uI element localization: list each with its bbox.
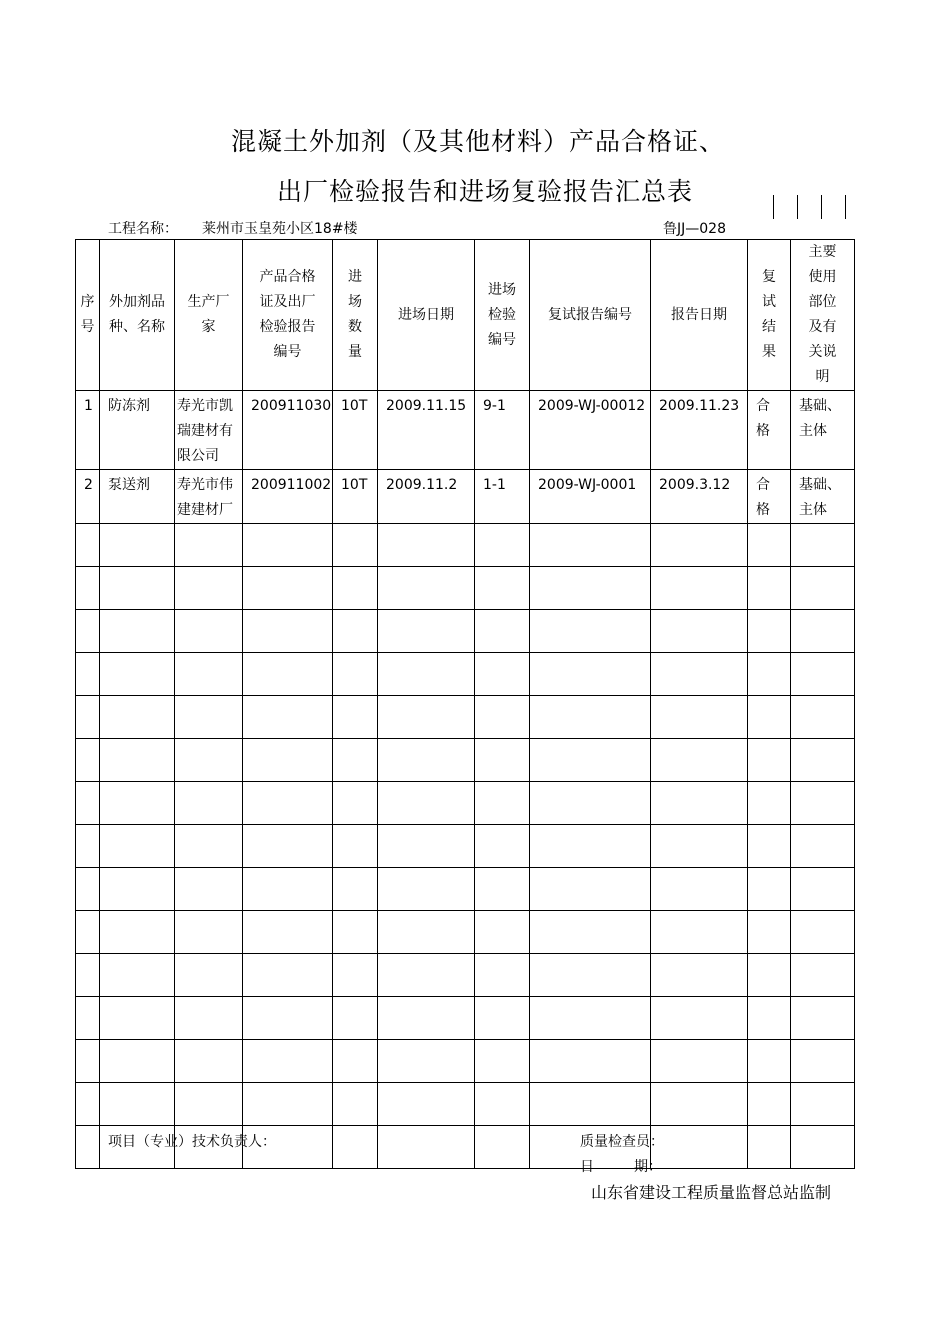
empty-cell[interactable] (651, 653, 748, 696)
empty-cell[interactable] (76, 1083, 100, 1126)
empty-cell[interactable] (791, 825, 855, 868)
empty-cell[interactable] (748, 653, 791, 696)
serial-box[interactable] (797, 195, 821, 219)
empty-cell[interactable] (748, 610, 791, 653)
cell-manufacturer[interactable]: 寿光市伟建建材厂 (175, 470, 243, 524)
cell-admixture-name[interactable]: 泵送剂 (100, 470, 175, 524)
empty-cell[interactable] (791, 610, 855, 653)
cell-seq[interactable]: 1 (76, 391, 100, 470)
empty-cell[interactable] (651, 1126, 748, 1169)
empty-cell[interactable] (175, 954, 243, 997)
empty-cell[interactable] (378, 567, 475, 610)
empty-table-row (76, 1083, 855, 1126)
serial-box[interactable] (821, 195, 846, 219)
empty-cell[interactable] (530, 739, 651, 782)
empty-cell[interactable] (475, 567, 530, 610)
empty-cell[interactable] (333, 739, 378, 782)
empty-cell[interactable] (100, 1083, 175, 1126)
empty-cell[interactable] (333, 997, 378, 1040)
cell-report-date[interactable]: 2009.11.23 (651, 391, 748, 470)
empty-cell[interactable] (175, 868, 243, 911)
empty-cell[interactable] (76, 868, 100, 911)
empty-cell[interactable] (530, 868, 651, 911)
empty-cell[interactable] (243, 567, 333, 610)
empty-table-row (76, 868, 855, 911)
empty-table-row (76, 653, 855, 696)
empty-cell[interactable] (791, 954, 855, 997)
empty-cell[interactable] (76, 954, 100, 997)
header-entry-date: 进场日期 (378, 240, 475, 391)
empty-cell[interactable] (243, 739, 333, 782)
cell-retest-result[interactable]: 合格 (748, 391, 791, 470)
form-title-line-2: 出厂检验报告和进场复验报告汇总表 (276, 177, 693, 206)
empty-cell[interactable] (100, 739, 175, 782)
cell-certificate-no[interactable]: 200911030 (243, 391, 333, 470)
empty-cell[interactable] (175, 653, 243, 696)
cell-manufacturer[interactable]: 寿光市凯瑞建材有限公司 (175, 391, 243, 470)
empty-cell[interactable] (378, 782, 475, 825)
empty-table-row (76, 997, 855, 1040)
cell-quantity[interactable]: 10T (333, 470, 378, 524)
empty-cell[interactable] (175, 524, 243, 567)
empty-cell[interactable] (100, 567, 175, 610)
empty-cell[interactable] (475, 739, 530, 782)
cell-entry-inspection-no[interactable]: 9-1 (475, 391, 530, 470)
empty-cell[interactable] (378, 997, 475, 1040)
project-name-value: 莱州市玉皇苑小区18#楼 (202, 221, 358, 237)
empty-cell[interactable] (100, 997, 175, 1040)
empty-cell[interactable] (243, 782, 333, 825)
empty-cell[interactable] (333, 954, 378, 997)
empty-cell[interactable] (530, 825, 651, 868)
header-manufacturer: 生产厂家 (175, 240, 243, 391)
empty-cell[interactable] (530, 782, 651, 825)
empty-cell[interactable] (651, 739, 748, 782)
empty-cell[interactable] (175, 567, 243, 610)
empty-cell[interactable] (333, 653, 378, 696)
empty-cell[interactable] (651, 524, 748, 567)
empty-cell[interactable] (378, 954, 475, 997)
project-name-label: 工程名称： (108, 221, 178, 237)
empty-cell[interactable] (748, 825, 791, 868)
empty-cell[interactable] (791, 696, 855, 739)
inspector-signature-label: 质量检查员： (580, 1134, 664, 1150)
empty-cell[interactable] (651, 954, 748, 997)
empty-cell[interactable] (378, 610, 475, 653)
empty-cell[interactable] (748, 868, 791, 911)
empty-cell[interactable] (475, 782, 530, 825)
empty-cell[interactable] (530, 567, 651, 610)
empty-cell[interactable] (333, 610, 378, 653)
table-row (76, 470, 855, 524)
empty-cell[interactable] (378, 825, 475, 868)
empty-cell[interactable] (243, 825, 333, 868)
cell-retest-report-no[interactable]: 2009-WJ-0001 (530, 470, 651, 524)
supervisor-org: 山东省建设工程质量监督总站监制 (591, 1183, 832, 1202)
project-name-line (108, 218, 358, 238)
empty-cell[interactable] (530, 954, 651, 997)
empty-cell[interactable] (748, 567, 791, 610)
empty-cell[interactable] (378, 1083, 475, 1126)
empty-cell[interactable] (748, 696, 791, 739)
empty-cell[interactable] (378, 868, 475, 911)
empty-cell[interactable] (378, 739, 475, 782)
tech-lead-signature-label: 项目（专业）技术负责人： (108, 1134, 276, 1150)
empty-cell[interactable] (791, 567, 855, 610)
empty-cell[interactable] (791, 1083, 855, 1126)
empty-table-row (76, 739, 855, 782)
empty-table-row (76, 696, 855, 739)
empty-cell[interactable] (333, 825, 378, 868)
empty-cell[interactable] (76, 567, 100, 610)
empty-cell[interactable] (378, 524, 475, 567)
header-retest-result: 复试结果 (748, 240, 791, 391)
empty-cell[interactable] (76, 524, 100, 567)
empty-cell[interactable] (76, 911, 100, 954)
empty-cell[interactable] (100, 653, 175, 696)
cell-report-date[interactable]: 2009.3.12 (651, 470, 748, 524)
header-entry-inspection-no: 进场检验编号 (475, 240, 530, 391)
empty-table-row (76, 524, 855, 567)
empty-cell[interactable] (475, 1040, 530, 1083)
empty-cell[interactable] (100, 1040, 175, 1083)
empty-cell[interactable] (175, 1040, 243, 1083)
empty-cell[interactable] (76, 739, 100, 782)
empty-cell[interactable] (175, 911, 243, 954)
cell-quantity[interactable]: 10T (333, 391, 378, 470)
empty-cell[interactable] (475, 825, 530, 868)
cell-entry-date[interactable]: 2009.11.15 (378, 391, 475, 470)
empty-cell[interactable] (791, 1040, 855, 1083)
empty-cell[interactable] (748, 524, 791, 567)
empty-cell[interactable] (748, 782, 791, 825)
empty-cell[interactable] (333, 911, 378, 954)
serial-number-boxes[interactable] (773, 195, 846, 219)
empty-cell[interactable] (748, 1040, 791, 1083)
empty-cell[interactable] (651, 610, 748, 653)
empty-cell[interactable] (530, 997, 651, 1040)
empty-cell[interactable] (76, 653, 100, 696)
empty-cell[interactable] (475, 1126, 530, 1169)
cell-retest-result[interactable]: 合格 (748, 470, 791, 524)
empty-cell[interactable] (76, 825, 100, 868)
summary-table (75, 239, 855, 1169)
empty-cell[interactable] (791, 782, 855, 825)
empty-cell[interactable] (243, 911, 333, 954)
empty-cell[interactable] (333, 1126, 378, 1169)
header-admixture-name: 外加剂品种、名称 (100, 240, 175, 391)
empty-cell[interactable] (651, 997, 748, 1040)
empty-cell[interactable] (475, 653, 530, 696)
empty-table-row (76, 825, 855, 868)
empty-cell[interactable] (475, 997, 530, 1040)
empty-cell[interactable] (791, 997, 855, 1040)
empty-cell[interactable] (100, 911, 175, 954)
empty-cell[interactable] (651, 782, 748, 825)
form-title-line-1: 混凝土外加剂（及其他材料）产品合格证、 (230, 127, 725, 156)
empty-table-row (76, 567, 855, 610)
table-row (76, 391, 855, 470)
header-seq: 序号 (76, 240, 100, 391)
empty-table-row (76, 954, 855, 997)
empty-cell[interactable] (791, 868, 855, 911)
empty-cell[interactable] (243, 997, 333, 1040)
empty-cell[interactable] (100, 524, 175, 567)
cell-retest-report-no[interactable]: 2009-WJ-00012 (530, 391, 651, 470)
empty-cell[interactable] (530, 610, 651, 653)
empty-cell[interactable] (333, 868, 378, 911)
empty-cell[interactable] (76, 997, 100, 1040)
empty-cell[interactable] (175, 1083, 243, 1126)
empty-cell[interactable] (378, 1126, 475, 1169)
empty-cell[interactable] (378, 653, 475, 696)
empty-cell[interactable] (76, 1040, 100, 1083)
empty-cell[interactable] (748, 1126, 791, 1169)
empty-cell[interactable] (475, 868, 530, 911)
cell-entry-date[interactable]: 2009.11.2 (378, 470, 475, 524)
empty-cell[interactable] (76, 1126, 100, 1169)
empty-cell[interactable] (100, 782, 175, 825)
empty-cell[interactable] (748, 954, 791, 997)
empty-cell[interactable] (243, 868, 333, 911)
empty-cell[interactable] (100, 954, 175, 997)
empty-cell[interactable] (530, 1040, 651, 1083)
empty-cell[interactable] (76, 782, 100, 825)
empty-cell[interactable] (791, 1126, 855, 1169)
empty-table-row (76, 911, 855, 954)
header-report-date: 报告日期 (651, 240, 748, 391)
empty-cell[interactable] (791, 911, 855, 954)
empty-cell[interactable] (475, 954, 530, 997)
empty-cell[interactable] (378, 696, 475, 739)
empty-cell[interactable] (475, 524, 530, 567)
empty-cell[interactable] (100, 868, 175, 911)
cell-admixture-name[interactable]: 防冻剂 (100, 391, 175, 470)
empty-cell[interactable] (791, 524, 855, 567)
cell-usage-notes[interactable]: 基础、主体 (791, 470, 855, 524)
empty-cell[interactable] (243, 696, 333, 739)
table-header-row (76, 240, 855, 391)
empty-cell[interactable] (243, 954, 333, 997)
empty-cell[interactable] (378, 911, 475, 954)
empty-cell[interactable] (791, 739, 855, 782)
empty-table-row (76, 1040, 855, 1083)
empty-cell[interactable] (378, 1040, 475, 1083)
empty-cell[interactable] (243, 610, 333, 653)
empty-cell[interactable] (243, 524, 333, 567)
empty-cell[interactable] (530, 911, 651, 954)
header-usage-notes: 主要使用部位及有关说明 (791, 240, 855, 391)
empty-cell[interactable] (333, 782, 378, 825)
empty-cell[interactable] (651, 825, 748, 868)
empty-cell[interactable] (76, 696, 100, 739)
cell-entry-inspection-no[interactable]: 1-1 (475, 470, 530, 524)
empty-cell[interactable] (175, 739, 243, 782)
empty-cell[interactable] (651, 1040, 748, 1083)
empty-cell[interactable] (175, 825, 243, 868)
cell-seq[interactable]: 2 (76, 470, 100, 524)
header-certificate-no: 产品合格证及出厂检验报告编号 (243, 240, 333, 391)
empty-cell[interactable] (530, 524, 651, 567)
empty-cell[interactable] (530, 1083, 651, 1126)
empty-table-row (76, 610, 855, 653)
empty-cell[interactable] (530, 696, 651, 739)
empty-cell[interactable] (333, 1040, 378, 1083)
empty-cell[interactable] (243, 1083, 333, 1126)
empty-cell[interactable] (175, 997, 243, 1040)
empty-cell[interactable] (100, 610, 175, 653)
empty-table-row (76, 782, 855, 825)
empty-cell[interactable] (748, 1083, 791, 1126)
header-retest-report-no: 复试报告编号 (530, 240, 651, 391)
empty-cell[interactable] (243, 653, 333, 696)
empty-cell[interactable] (475, 911, 530, 954)
empty-cell[interactable] (651, 1083, 748, 1126)
cell-usage-notes[interactable]: 基础、主体 (791, 391, 855, 470)
empty-cell[interactable] (530, 653, 651, 696)
empty-cell[interactable] (475, 1083, 530, 1126)
form-code: 鲁JJ—028 (663, 221, 726, 237)
date-label: 日 期： (580, 1159, 662, 1175)
empty-cell[interactable] (100, 825, 175, 868)
empty-cell[interactable] (651, 911, 748, 954)
empty-cell[interactable] (748, 739, 791, 782)
empty-cell[interactable] (651, 696, 748, 739)
empty-cell[interactable] (333, 696, 378, 739)
empty-cell[interactable] (651, 868, 748, 911)
empty-cell[interactable] (175, 610, 243, 653)
empty-cell[interactable] (748, 911, 791, 954)
empty-cell[interactable] (475, 610, 530, 653)
serial-box[interactable] (773, 195, 797, 219)
header-quantity: 进场数量 (333, 240, 378, 391)
empty-cell[interactable] (243, 1040, 333, 1083)
empty-cell[interactable] (76, 610, 100, 653)
empty-cell[interactable] (333, 1083, 378, 1126)
empty-cell[interactable] (791, 653, 855, 696)
empty-cell[interactable] (475, 696, 530, 739)
empty-cell[interactable] (333, 567, 378, 610)
empty-cell[interactable] (333, 524, 378, 567)
empty-cell[interactable] (651, 567, 748, 610)
cell-certificate-no[interactable]: 200911002 (243, 470, 333, 524)
empty-cell[interactable] (100, 696, 175, 739)
empty-cell[interactable] (748, 997, 791, 1040)
empty-cell[interactable] (175, 696, 243, 739)
empty-cell[interactable] (175, 782, 243, 825)
